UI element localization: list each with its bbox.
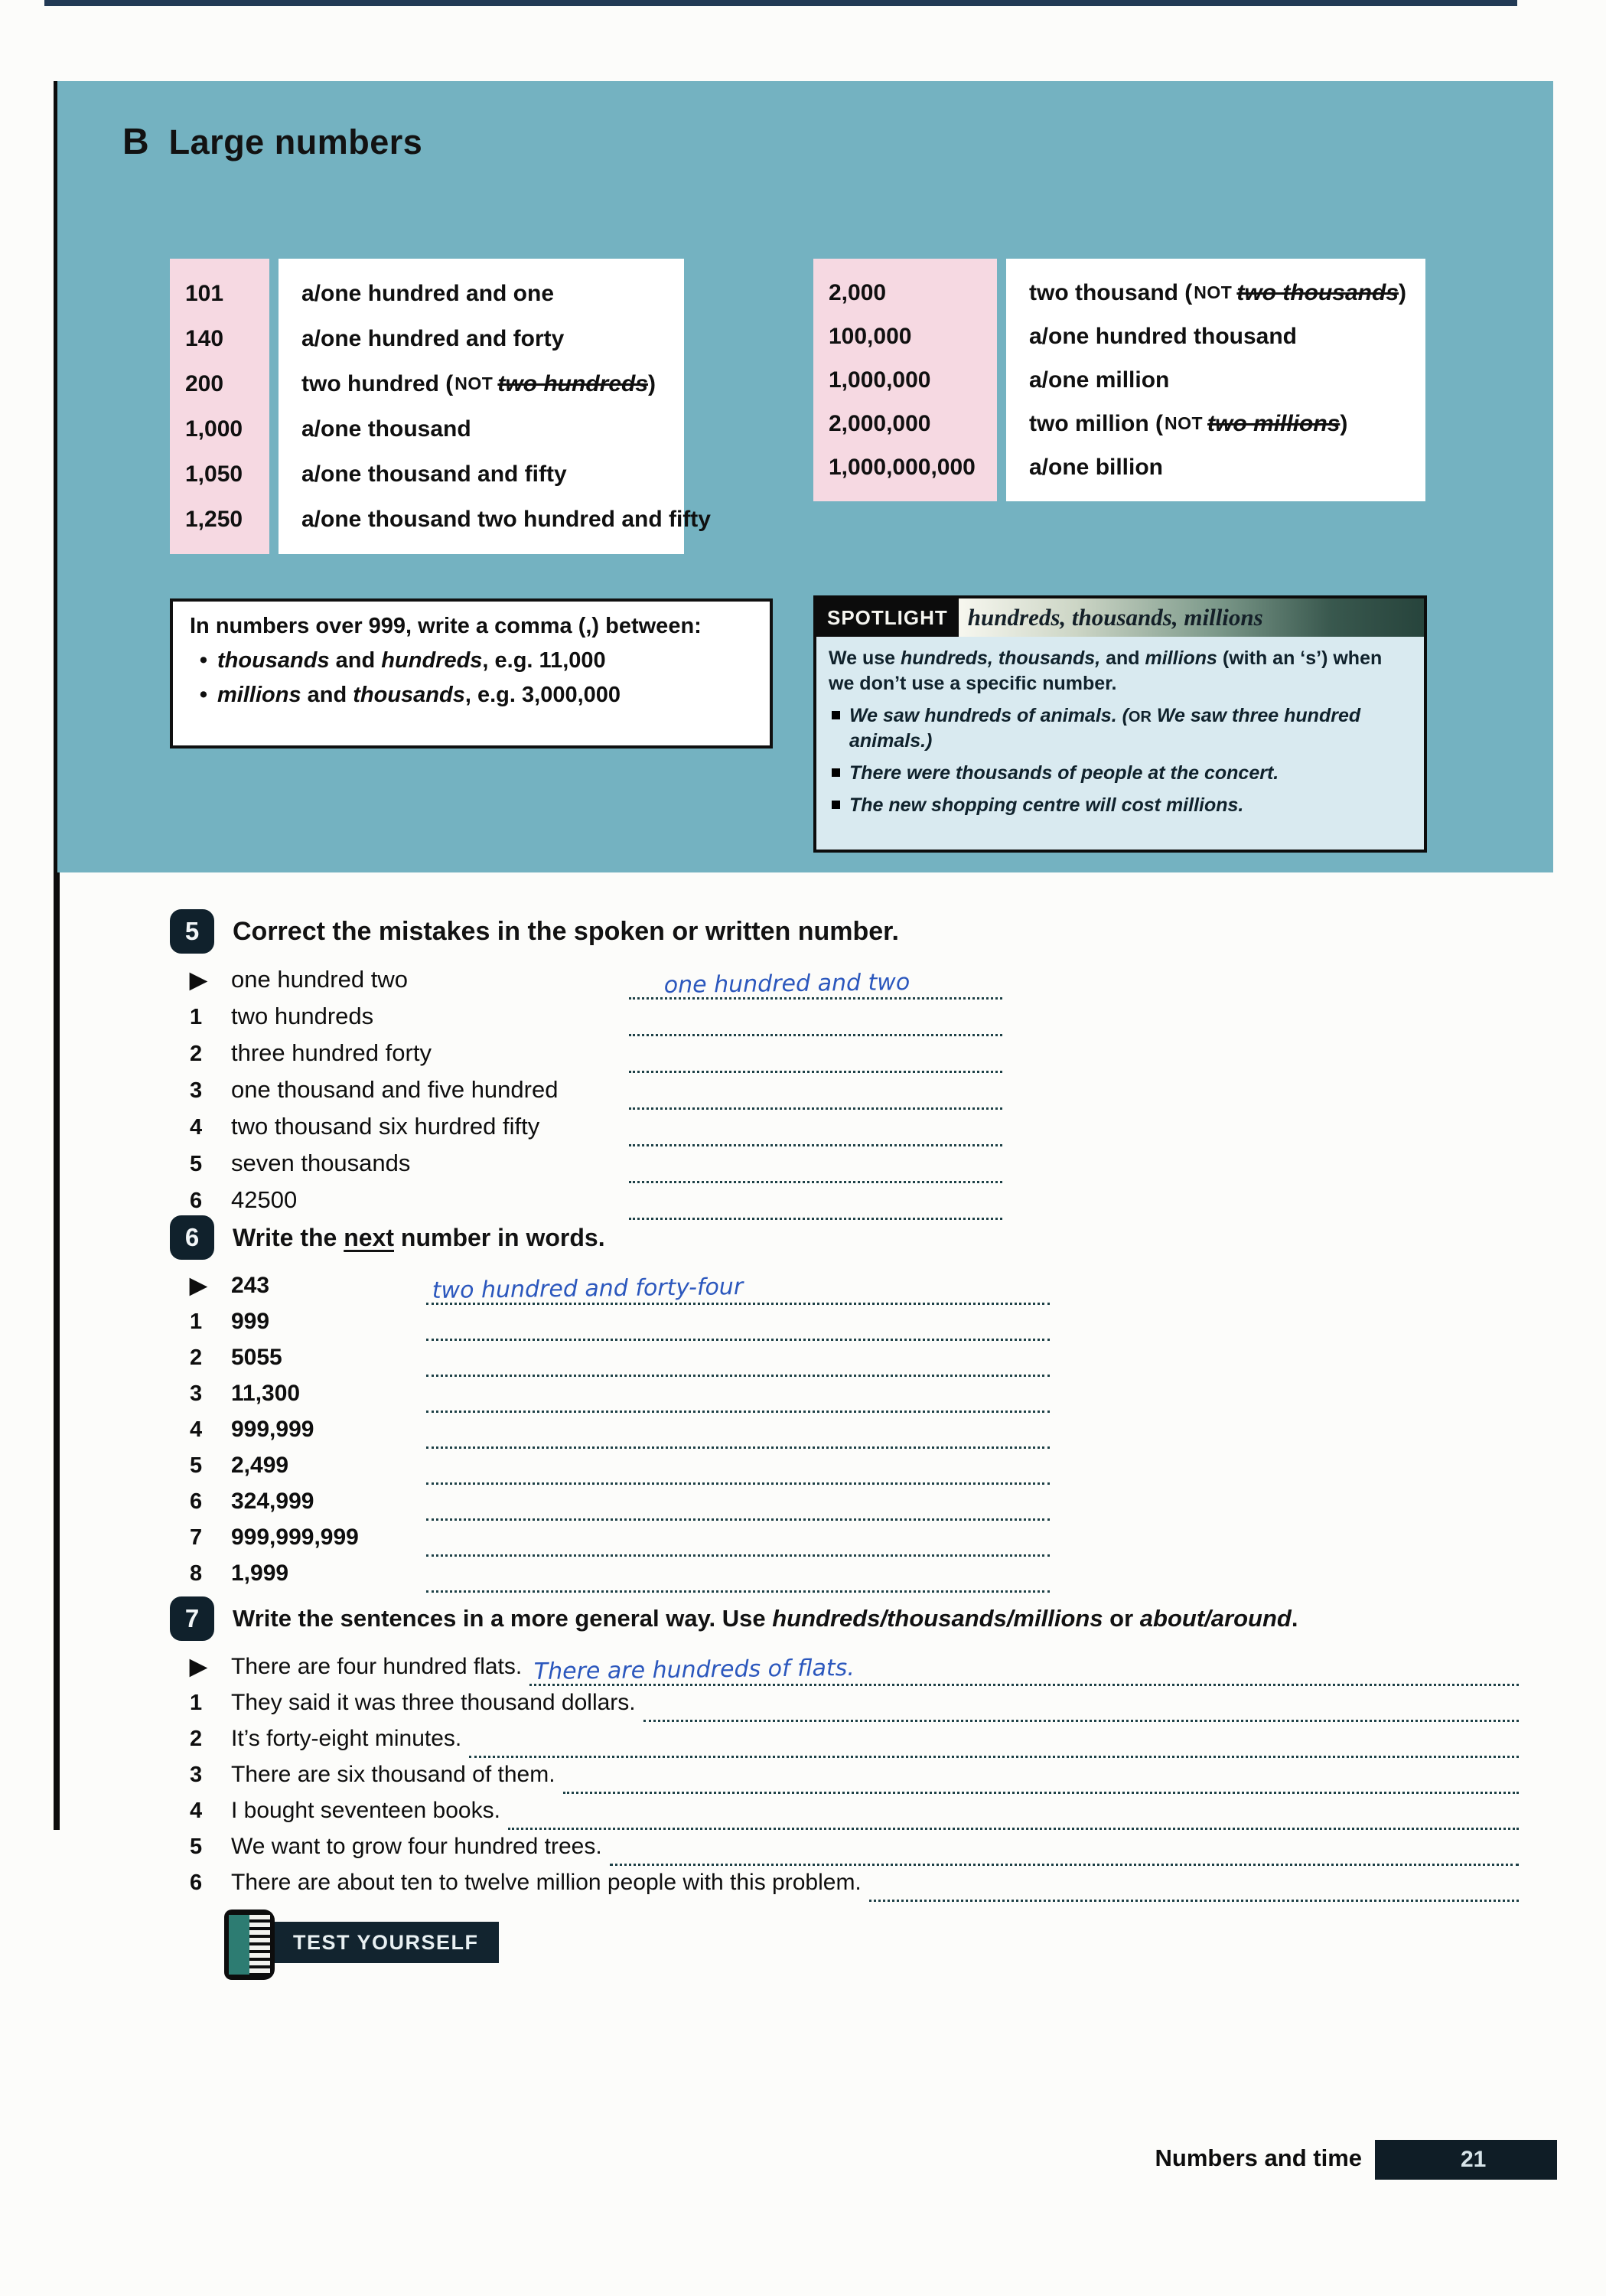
item-number: 6 bbox=[190, 1870, 203, 1895]
words-cell: a/one thousand bbox=[301, 416, 471, 442]
answer-line[interactable] bbox=[629, 1181, 1002, 1183]
words-cell: two thousand ( NOT two thousands ) bbox=[1029, 279, 1407, 305]
spotlight-box bbox=[813, 595, 1427, 853]
exercise-item bbox=[190, 1449, 1057, 1485]
spotlight-label: SPOTLIGHT bbox=[816, 598, 959, 637]
exercise-7-header bbox=[170, 1596, 1519, 1641]
not-label: NOT bbox=[1164, 413, 1204, 433]
exercise-item bbox=[190, 1485, 1057, 1521]
item-text: 243 bbox=[231, 1273, 270, 1298]
exercise-item bbox=[190, 963, 1027, 1000]
words-cell: a/one hundred and forty bbox=[301, 325, 565, 351]
exercise-item bbox=[190, 1036, 1027, 1073]
item-number: 5 bbox=[190, 1152, 203, 1176]
number-cell: 140 bbox=[185, 325, 224, 351]
exercise-item bbox=[190, 1110, 1027, 1146]
item-text: They said it was three thousand dollars. bbox=[231, 1690, 636, 1715]
item-text: 999,999,999 bbox=[231, 1525, 359, 1550]
example-arrow-icon: ▶ bbox=[190, 1655, 207, 1679]
number-cell: 1,000,000 bbox=[829, 367, 931, 393]
exercise-item bbox=[190, 1830, 1519, 1866]
square-bullet-icon bbox=[832, 801, 840, 809]
exercise-item bbox=[190, 1269, 1057, 1305]
exercise-6 bbox=[170, 1215, 1057, 1593]
item-text: I bought seventeen books. bbox=[231, 1798, 500, 1823]
underlined-word: next bbox=[344, 1223, 394, 1251]
item-text: two thousand six hurdred fifty bbox=[231, 1113, 540, 1140]
words-cell: a/one million bbox=[1029, 367, 1170, 393]
footer-chapter-label: Numbers and time bbox=[1155, 2144, 1362, 2171]
exercise-item bbox=[190, 1866, 1519, 1902]
item-text: seven thousands bbox=[231, 1150, 411, 1176]
item-number: 7 bbox=[190, 1525, 203, 1550]
item-number: 6 bbox=[190, 1489, 203, 1514]
spotlight-bullet: The new shopping centre will cost millions. bbox=[829, 793, 1412, 818]
answer-line[interactable] bbox=[869, 1900, 1519, 1902]
words-cell: a/one billion bbox=[1029, 454, 1164, 480]
item-number: 1 bbox=[190, 1309, 203, 1334]
notebook-pages bbox=[249, 1915, 270, 1975]
exercise-7 bbox=[170, 1596, 1519, 1902]
number-table-right bbox=[813, 259, 1425, 501]
item-text: 2,499 bbox=[231, 1453, 289, 1478]
item-text: one hundred two bbox=[231, 966, 408, 993]
item-text: We want to grow four hundred trees. bbox=[231, 1834, 602, 1859]
number-cell: 2,000,000 bbox=[829, 410, 931, 436]
exercise-item bbox=[190, 1650, 1519, 1686]
exercise-item bbox=[190, 1000, 1027, 1036]
answer-line[interactable] bbox=[426, 1446, 1050, 1449]
item-text: one thousand and five hundred bbox=[231, 1076, 559, 1103]
answer-line[interactable] bbox=[610, 1864, 1519, 1866]
item-number: 2 bbox=[190, 1345, 203, 1370]
answer-line[interactable] bbox=[426, 1375, 1050, 1377]
item-text: There are four hundred flats. bbox=[231, 1654, 523, 1679]
item-number: 2 bbox=[190, 1042, 203, 1066]
item-number: 6 bbox=[190, 1189, 203, 1213]
note-bullet: • thousands and hundreds, e.g. 11,000 bbox=[190, 648, 753, 673]
exercise-6-items bbox=[170, 1269, 1057, 1593]
item-number: 1 bbox=[190, 1691, 203, 1715]
notebook-icon bbox=[224, 1910, 275, 1980]
exercise-item bbox=[190, 1794, 1519, 1830]
item-text: 42500 bbox=[231, 1186, 298, 1213]
number-column bbox=[170, 259, 269, 554]
spotlight-bullet: There were thousands of people at the concert. bbox=[829, 761, 1412, 786]
exercise-item bbox=[190, 1183, 1027, 1220]
item-number: 4 bbox=[190, 1417, 203, 1442]
answer-line[interactable] bbox=[426, 1554, 1050, 1557]
example-arrow-icon: ▶ bbox=[190, 968, 207, 993]
spotlight-intro: We use hundreds, thousands, and millions (with an ‘s’) when we don’t use a specific number. bbox=[829, 647, 1383, 694]
exercise-item bbox=[190, 1722, 1519, 1758]
spotlight-header bbox=[816, 598, 1424, 637]
struck-wrong-form: two thousands bbox=[1236, 279, 1399, 305]
page-number-badge: 21 bbox=[1375, 2140, 1557, 2180]
exercise-item bbox=[190, 1377, 1057, 1413]
number-cell: 1,250 bbox=[185, 506, 243, 532]
answer-line[interactable] bbox=[629, 1107, 1002, 1110]
answer-line[interactable] bbox=[426, 1339, 1050, 1341]
item-text: three hundred forty bbox=[231, 1039, 432, 1066]
square-bullet-icon bbox=[832, 768, 840, 777]
item-text: 5055 bbox=[231, 1345, 282, 1370]
comma-note-box bbox=[170, 598, 773, 748]
item-text: 324,999 bbox=[231, 1489, 314, 1514]
exercise-item bbox=[190, 1686, 1519, 1722]
struck-wrong-form: two millions bbox=[1207, 410, 1341, 436]
exercise-5-header bbox=[170, 909, 1027, 954]
exercise-item bbox=[190, 1557, 1057, 1593]
words-cell: a/one thousand and fifty bbox=[301, 461, 567, 487]
struck-wrong-form: two hundreds bbox=[497, 370, 649, 396]
item-number: 4 bbox=[190, 1115, 203, 1140]
not-label: NOT bbox=[454, 373, 494, 393]
exercise-number-badge: 6 bbox=[170, 1215, 214, 1260]
handwritten-answer: one hundred and two bbox=[663, 969, 911, 999]
exercise-item bbox=[190, 1073, 1027, 1110]
item-number: 2 bbox=[190, 1727, 203, 1751]
exercise-7-items bbox=[170, 1650, 1519, 1902]
answer-line[interactable] bbox=[629, 969, 1002, 1000]
handwritten-answer: two hundred and forty-four bbox=[432, 1274, 744, 1304]
number-column bbox=[813, 259, 997, 501]
notebook-cover bbox=[229, 1915, 249, 1975]
note-bullet: • millions and thousands, e.g. 3,000,000 bbox=[190, 683, 753, 708]
answer-line[interactable] bbox=[563, 1792, 1519, 1794]
item-text: 1,999 bbox=[231, 1561, 289, 1586]
number-cell: 1,050 bbox=[185, 461, 243, 487]
number-cell: 1,000,000,000 bbox=[829, 454, 976, 480]
item-number: 4 bbox=[190, 1799, 203, 1823]
test-yourself-label: TEST YOURSELF bbox=[270, 1922, 499, 1963]
exercise-title: Correct the mistakes in the spoken or written number. bbox=[233, 916, 899, 946]
words-cell: a/one hundred thousand bbox=[1029, 323, 1297, 349]
number-cell: 1,000 bbox=[185, 416, 243, 442]
exercise-5-items bbox=[170, 963, 1027, 1220]
handwritten-answer: There are hundreds of flats. bbox=[533, 1654, 855, 1685]
item-text: 999 bbox=[231, 1309, 270, 1334]
exercise-item bbox=[190, 1341, 1057, 1377]
top-rule bbox=[44, 0, 1517, 6]
answer-line[interactable] bbox=[426, 1518, 1050, 1521]
item-number: 5 bbox=[190, 1835, 203, 1859]
exercise-title: Write the next number in words. bbox=[233, 1223, 605, 1251]
test-yourself-badge bbox=[224, 1910, 499, 1980]
exercise-item bbox=[190, 1758, 1519, 1794]
section-title: Large numbers bbox=[168, 122, 423, 161]
item-text: It’s forty-eight minutes. bbox=[231, 1726, 462, 1751]
number-cell: 2,000 bbox=[829, 279, 887, 305]
exercise-number-badge: 7 bbox=[170, 1596, 214, 1641]
exercise-item bbox=[190, 1146, 1027, 1183]
exercise-title: Write the sentences in a more general way. Use hundreds/thousands/millions or about/around. bbox=[233, 1605, 1298, 1632]
example-arrow-icon: ▶ bbox=[190, 1274, 207, 1298]
answer-line[interactable] bbox=[426, 1274, 1050, 1305]
note-title: In numbers over 999, write a comma (,) between: bbox=[190, 614, 702, 638]
item-number: 5 bbox=[190, 1453, 203, 1478]
number-cell: 101 bbox=[185, 280, 224, 306]
section-header bbox=[122, 121, 422, 163]
answer-line[interactable] bbox=[426, 1590, 1050, 1593]
number-cell: 200 bbox=[185, 370, 224, 396]
answer-line[interactable] bbox=[643, 1720, 1519, 1722]
spotlight-body bbox=[816, 637, 1424, 818]
bullet-icon: • bbox=[199, 683, 208, 707]
words-column bbox=[1006, 259, 1425, 501]
exercise-number-badge: 5 bbox=[170, 909, 214, 954]
item-number: 3 bbox=[190, 1078, 203, 1103]
square-bullet-icon bbox=[832, 711, 840, 719]
answer-line[interactable] bbox=[426, 1411, 1050, 1413]
words-cell: a/one thousand two hundred and fifty bbox=[301, 506, 711, 532]
section-panel bbox=[57, 81, 1553, 872]
item-number: 8 bbox=[190, 1561, 203, 1586]
number-cell: 100,000 bbox=[829, 323, 912, 349]
words-cell: a/one hundred and one bbox=[301, 280, 555, 306]
exercise-6-header bbox=[170, 1215, 1057, 1260]
item-number: 1 bbox=[190, 1005, 203, 1029]
words-cell: two million ( NOT two millions ) bbox=[1029, 410, 1348, 436]
item-number: 3 bbox=[190, 1381, 203, 1406]
answer-line[interactable] bbox=[629, 1034, 1002, 1036]
item-text: There are six thousand of them. bbox=[231, 1762, 555, 1787]
item-number: 3 bbox=[190, 1763, 203, 1787]
exercise-5 bbox=[170, 909, 1027, 1220]
answer-line[interactable] bbox=[629, 1144, 1002, 1146]
not-label: NOT bbox=[1194, 282, 1233, 302]
answer-line[interactable] bbox=[426, 1482, 1050, 1485]
answer-line[interactable] bbox=[508, 1828, 1519, 1830]
exercise-item bbox=[190, 1521, 1057, 1557]
item-text: 11,300 bbox=[231, 1381, 301, 1406]
bullet-icon: • bbox=[199, 648, 208, 673]
spotlight-topic: hundreds, thousands, millions bbox=[959, 598, 1424, 637]
spotlight-bullet: We saw hundreds of animals. (OR We saw three hundred animals.) bbox=[829, 703, 1412, 754]
item-text: two hundreds bbox=[231, 1003, 374, 1029]
exercise-item bbox=[190, 1305, 1057, 1341]
answer-line[interactable] bbox=[469, 1756, 1519, 1758]
section-letter: B bbox=[122, 122, 149, 162]
exercise-item bbox=[190, 1413, 1057, 1449]
words-column bbox=[279, 259, 711, 554]
number-table-left bbox=[170, 259, 711, 554]
item-text: 999,999 bbox=[231, 1417, 314, 1442]
words-cell: two hundred ( NOT two hundreds ) bbox=[301, 370, 656, 396]
answer-line[interactable] bbox=[529, 1654, 1519, 1686]
answer-line[interactable] bbox=[629, 1071, 1002, 1073]
item-text: There are about ten to twelve million people with this problem. bbox=[231, 1870, 862, 1895]
